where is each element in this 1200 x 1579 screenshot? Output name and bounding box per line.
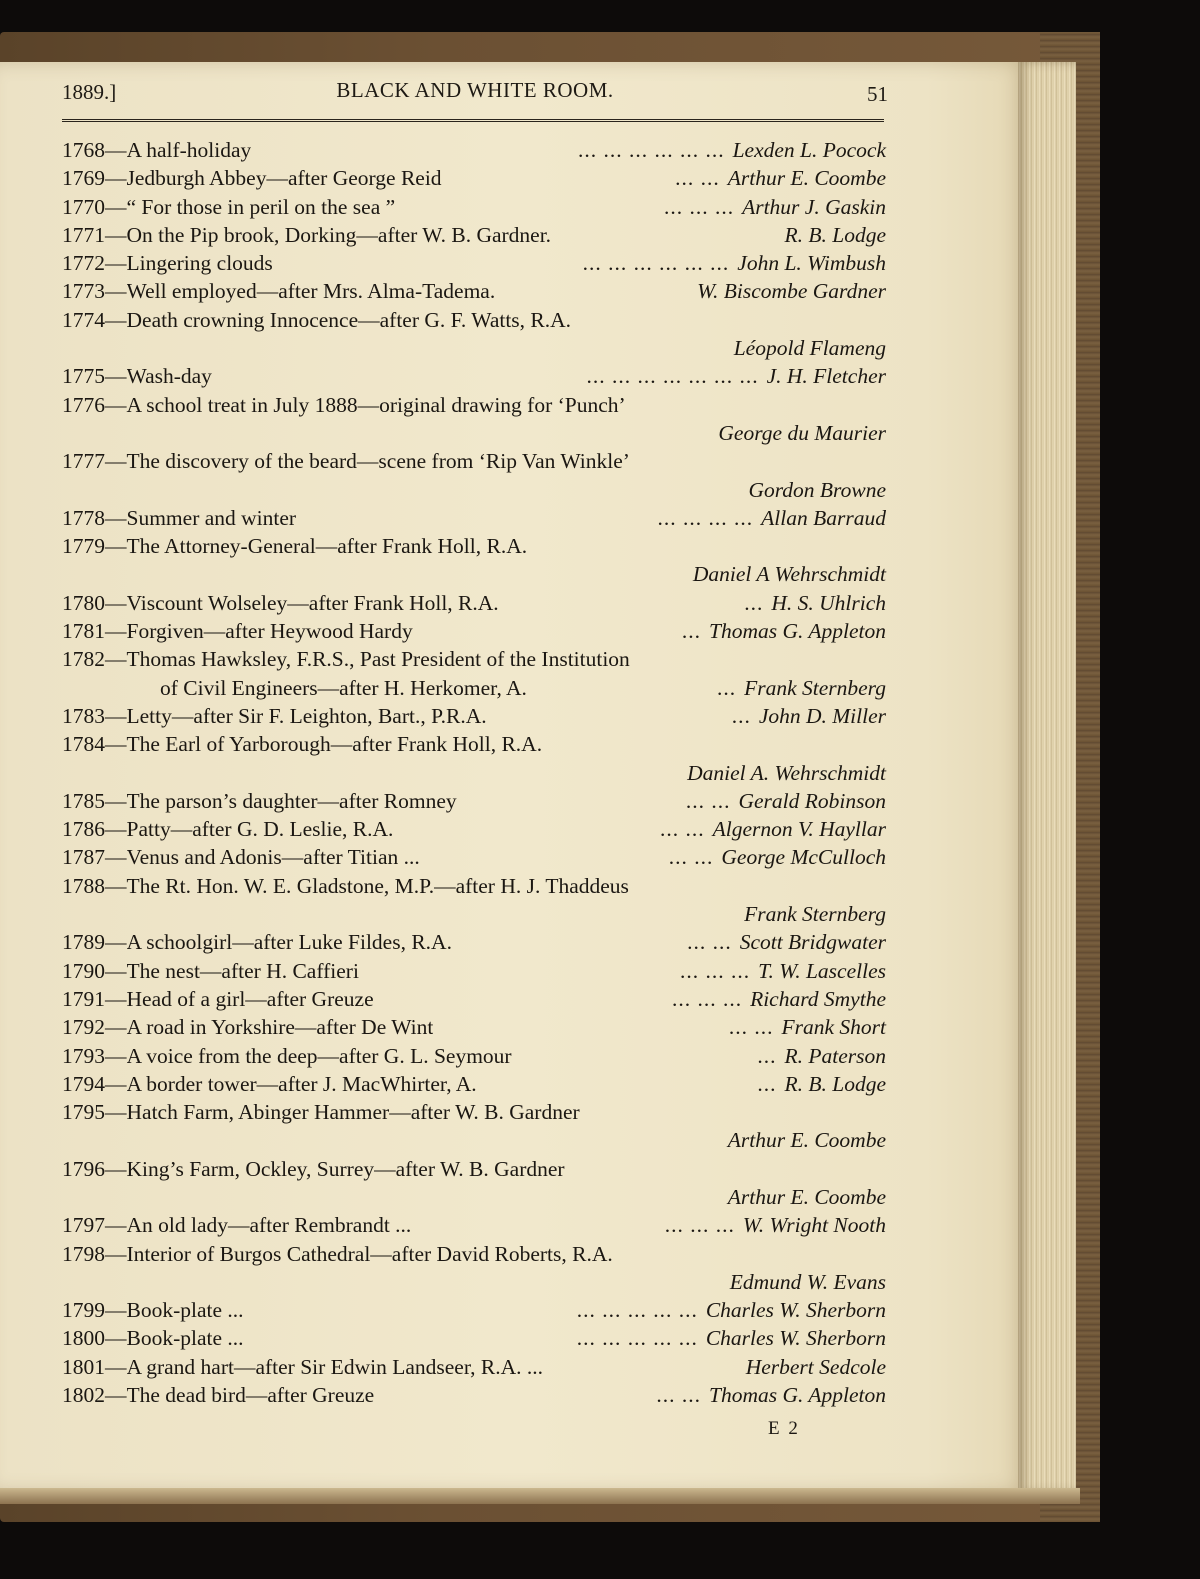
entry-title: A school treat in July 1888—original drawing for ‘Punch’: [126, 392, 626, 417]
entry-title: Summer and winter: [126, 505, 297, 530]
entry-line: [62, 362, 886, 390]
entry-title: King’s Farm, Ockley, Surrey—after W. B. Gardner: [126, 1156, 565, 1181]
catalogue-entry: [62, 532, 886, 589]
entry-line: [62, 1098, 886, 1126]
entry-title: A border tower—after J. MacWhirter, A.: [126, 1071, 477, 1096]
entry-artist: Thomas G. Appleton: [709, 1383, 886, 1408]
entry-line: [62, 674, 886, 702]
catalogue-entry: [62, 985, 886, 1013]
entry-title: Book-plate ...: [126, 1326, 244, 1351]
catalogue-entry: [62, 928, 886, 956]
entry-dash: —: [105, 279, 127, 304]
entry-number: 1781: [62, 619, 105, 644]
entry-dash: —: [105, 392, 127, 417]
entry-artist: John L. Wimbush: [737, 251, 886, 276]
catalogue-entry: [62, 1042, 886, 1070]
leader-dots: ... ...: [656, 1383, 701, 1408]
entry-title: Hatch Farm, Abinger Hammer—after W. B. Gardner: [126, 1100, 580, 1125]
catalogue-entry: [62, 589, 886, 617]
entry-number: 1797: [62, 1213, 105, 1238]
entry-number: 1787: [62, 845, 105, 870]
entry-number: 1772: [62, 251, 105, 276]
catalogue-entry: [62, 447, 886, 504]
entry-title: Thomas Hawksley, F.R.S., Past President of the Institution: [126, 647, 630, 672]
entry-artist: Arthur E. Coombe: [727, 166, 886, 191]
entry-number: 1775: [62, 364, 105, 389]
entry-title: The Rt. Hon. W. E. Gladstone, M.P.—after H. J. Thaddeus: [126, 873, 629, 898]
entry-dash: —: [105, 873, 127, 898]
entry-dash: —: [105, 1156, 127, 1181]
entry-line: [62, 1211, 886, 1239]
leader-dots: ...: [757, 1071, 777, 1096]
catalogue-entry: [62, 957, 886, 985]
entry-line: [62, 815, 886, 843]
catalogue-entry: [62, 1211, 886, 1239]
entry-title: “ For those in peril on the sea ”: [126, 194, 396, 219]
entry-line: [62, 1240, 886, 1268]
entry-line: [62, 872, 886, 900]
entry-line: [62, 391, 886, 419]
entry-title: Well employed—after Mrs. Alma-Tadema.: [126, 279, 496, 304]
entry-dash: —: [105, 1071, 127, 1096]
entry-number: 1802: [62, 1383, 105, 1408]
page-number: 51: [867, 82, 888, 106]
entry-number: 1771: [62, 222, 105, 247]
entry-title: A voice from the deep—after G. L. Seymour: [126, 1043, 512, 1068]
entry-line: [62, 1013, 886, 1041]
leader-dots: ... ... ... ... ... ... ...: [586, 364, 759, 389]
entry-artist: T. W. Lascelles: [758, 958, 886, 983]
entry-artist: Frank Sternberg: [744, 675, 886, 700]
entry-dash: —: [105, 647, 127, 672]
catalogue-entry: [62, 617, 886, 645]
leader-dots: ... ... ...: [680, 958, 751, 983]
entry-dash: —: [105, 138, 127, 162]
signature-mark: E 2: [768, 1418, 800, 1439]
entry-title: Viscount Wolseley—after Frank Holl, R.A.: [126, 590, 499, 615]
leader-dots: ... ... ... ... ...: [576, 1326, 698, 1351]
catalogue-entry: [62, 1240, 886, 1297]
entry-number: 1785: [62, 788, 105, 813]
entry-dash: —: [105, 1100, 127, 1125]
entry-line: [62, 193, 886, 221]
entry-number: 1776: [62, 392, 105, 417]
entry-line: [62, 1324, 886, 1352]
entry-artist: Herbert Sedcole: [745, 1354, 886, 1379]
catalogue-entry: [62, 1070, 886, 1098]
entry-title: Forgiven—after Heywood Hardy: [126, 619, 413, 644]
entry-artist: Thomas G. Appleton: [709, 619, 886, 644]
entry-title: On the Pip brook, Dorking—after W. B. Gardner.: [126, 222, 552, 247]
entry-title: Venus and Adonis—after Titian ...: [126, 845, 420, 870]
entry-number: 1782: [62, 647, 105, 672]
leader-dots: ...: [744, 590, 764, 615]
entry-line: [62, 1070, 886, 1098]
entry-dash: —: [105, 958, 127, 983]
entry-line: [62, 532, 886, 560]
catalogue-entry: [62, 702, 886, 730]
leader-dots: ... ... ... ... ... ...: [582, 251, 730, 276]
catalogue-entry: [62, 1381, 886, 1409]
catalogue-entries: [62, 136, 886, 1409]
entry-line: [62, 1296, 886, 1324]
catalogue-entry: [62, 136, 886, 164]
entry-line: [62, 1042, 886, 1070]
leader-dots: ... ...: [728, 1015, 774, 1040]
entry-artist: Daniel A Wehrschmidt: [692, 562, 886, 587]
leader-dots: ... ... ...: [664, 1213, 735, 1238]
entry-number: 1769: [62, 166, 105, 191]
leader-dots: ...: [731, 703, 751, 728]
entry-dash: —: [105, 845, 127, 870]
entry-dash: —: [105, 1015, 127, 1040]
entry-title: A grand hart—after Sir Edwin Landseer, R.A. ...: [126, 1354, 543, 1379]
entry-dash: —: [105, 307, 127, 332]
catalogue-entry: [62, 277, 886, 305]
entry-number: 1777: [62, 449, 105, 474]
entry-number: 1784: [62, 732, 105, 757]
entry-dash: —: [105, 1354, 127, 1379]
page-bottom-edge: [0, 1488, 1080, 1504]
entry-artist: Daniel A. Wehrschmidt: [687, 760, 886, 785]
entry-dash: —: [105, 505, 127, 530]
entry-title: The parson’s daughter—after Romney: [126, 788, 457, 813]
entry-artist: George du Maurier: [718, 420, 886, 445]
entry-artist: J. H. Fletcher: [766, 364, 886, 389]
catalogue-entry: [62, 1155, 886, 1212]
entry-line: [62, 1353, 886, 1381]
catalogue-entry: [62, 1324, 886, 1352]
entry-number: 1800: [62, 1326, 105, 1351]
entry-number: 1786: [62, 817, 105, 842]
entry-dash: —: [105, 534, 127, 559]
entry-title: An old lady—after Rembrandt ...: [126, 1213, 412, 1238]
entry-dash: —: [105, 1241, 127, 1266]
entry-title: Letty—after Sir F. Leighton, Bart., P.R.A.: [126, 703, 487, 728]
entry-dash: —: [105, 703, 127, 728]
entry-number: 1793: [62, 1043, 105, 1068]
entry-dash: —: [105, 251, 127, 276]
entry-artist: George McCulloch: [721, 845, 886, 870]
entry-number: 1768: [62, 138, 105, 162]
entry-number: 1790: [62, 958, 105, 983]
entry-number: 1770: [62, 194, 105, 219]
entry-dash: —: [105, 222, 127, 247]
entry-line: [62, 504, 886, 532]
entry-dash: —: [105, 788, 127, 813]
entry-dash: —: [105, 732, 127, 757]
entry-line: [62, 164, 886, 192]
entry-dash: —: [105, 817, 127, 842]
entry-line: [62, 306, 886, 334]
entry-number: 1801: [62, 1354, 105, 1379]
leader-dots: ... ...: [668, 845, 714, 870]
entry-title: Book-plate ...: [126, 1298, 244, 1323]
header-room-title: BLACK AND WHITE ROOM.: [336, 78, 614, 102]
entry-line: [62, 1381, 886, 1409]
entry-title: Jedburgh Abbey—after George Reid: [126, 166, 442, 191]
entry-dash: —: [105, 166, 127, 191]
entry-artist: Gordon Browne: [748, 477, 886, 502]
entry-artist: R. Paterson: [784, 1043, 886, 1068]
entry-dash: —: [105, 1326, 127, 1351]
entry-number: 1783: [62, 703, 105, 728]
running-header: [62, 78, 888, 114]
leader-dots: ...: [757, 1043, 777, 1068]
entry-dash: —: [105, 364, 127, 389]
entry-line: [62, 249, 886, 277]
header-rule: [62, 119, 884, 122]
entry-number: 1789: [62, 930, 105, 955]
entry-artist: Gerald Robinson: [738, 788, 886, 813]
entry-number: 1773: [62, 279, 105, 304]
entry-title: A road in Yorkshire—after De Wint: [126, 1015, 434, 1040]
catalogue-entry: [62, 645, 886, 702]
entry-artist: Arthur J. Gaskin: [742, 194, 886, 219]
entry-title: The nest—after H. Caffieri: [126, 958, 359, 983]
entry-artist: Scott Bridgwater: [739, 930, 886, 955]
catalogue-entry: [62, 1296, 886, 1324]
entry-line: [62, 985, 886, 1013]
entry-title: A half-holiday: [126, 138, 252, 162]
entry-artist: W. Wright Nooth: [742, 1213, 886, 1238]
entry-number: 1779: [62, 534, 105, 559]
leader-dots: ... ... ...: [671, 986, 743, 1011]
entry-artist: H. S. Uhlrich: [771, 590, 886, 615]
catalogue-entry: [62, 306, 886, 363]
entry-dash: —: [105, 449, 127, 474]
leader-dots: ...: [716, 675, 737, 700]
entry-title: The dead bird—after Greuze: [126, 1383, 375, 1408]
catalogue-entry: [62, 249, 886, 277]
entry-line: [62, 645, 886, 673]
entry-artist: Edmund W. Evans: [729, 1269, 886, 1294]
entry-artist: Léopold Flameng: [733, 336, 886, 361]
entry-artist: R. B. Lodge: [784, 1071, 886, 1096]
leader-dots: ... ...: [685, 788, 731, 813]
entry-artist: Richard Smythe: [750, 986, 886, 1011]
entry-artist: Allan Barraud: [761, 505, 886, 530]
entry-line: [62, 730, 886, 758]
entry-dash: —: [105, 1043, 127, 1068]
catalogue-entry: [62, 815, 886, 843]
entry-dash: —: [105, 930, 127, 955]
entry-number: 1792: [62, 1015, 105, 1040]
entry-title: Wash-day: [126, 364, 212, 389]
page-edges: [1018, 62, 1076, 1492]
entry-artist: R. B. Lodge: [784, 222, 886, 247]
entry-artist: Arthur E. Coombe: [727, 1184, 886, 1209]
entry-number: 1796: [62, 1156, 105, 1181]
entry-title: The Earl of Yarborough—after Frank Holl, R.A.: [126, 732, 543, 757]
leader-dots: ... ... ... ... ...: [576, 1298, 698, 1323]
catalogue-entry: [62, 362, 886, 390]
entry-line: [62, 787, 886, 815]
catalogue-entry: [62, 1353, 886, 1381]
catalogue-entry: [62, 1098, 886, 1155]
entry-dash: —: [105, 1213, 127, 1238]
entry-number: 1795: [62, 1100, 105, 1125]
entry-line: [62, 928, 886, 956]
catalogue-entry: [62, 164, 886, 192]
catalogue-entry: [62, 391, 886, 448]
catalogue-entry: [62, 504, 886, 532]
header-year: 1889.]: [62, 80, 117, 104]
entry-title-continued: of Civil Engineers—after H. Herkomer, A.: [160, 675, 527, 700]
entry-artist: Lexden L. Pocock: [732, 138, 886, 162]
entry-title: Interior of Burgos Cathedral—after David Roberts, R.A.: [126, 1241, 613, 1266]
entry-title: Death crowning Innocence—after G. F. Watts, R.A.: [126, 307, 572, 332]
entry-number: 1791: [62, 986, 105, 1011]
entry-line: [62, 136, 886, 164]
catalogue-entry: [62, 872, 886, 929]
entry-number: 1794: [62, 1071, 105, 1096]
entry-title: The discovery of the beard—scene from ‘Rip Van Winkle’: [126, 449, 630, 474]
leader-dots: ... ... ... ... ... ...: [577, 138, 725, 162]
entry-artist: Frank Sternberg: [744, 902, 886, 927]
catalogue-entry: [62, 193, 886, 221]
entry-number: 1798: [62, 1241, 105, 1266]
entry-dash: —: [105, 1298, 127, 1323]
entry-artist: Frank Short: [781, 1015, 886, 1040]
entry-dash: —: [105, 194, 127, 219]
entry-dash: —: [105, 986, 127, 1011]
entry-artist: Charles W. Sherborn: [705, 1326, 886, 1351]
leader-dots: ... ...: [687, 930, 732, 955]
entry-line: [62, 1155, 886, 1183]
catalogue-entry: [62, 1013, 886, 1041]
entry-number: 1778: [62, 505, 105, 530]
entry-line: [62, 589, 886, 617]
entry-line: [62, 221, 886, 249]
leader-dots: ... ...: [675, 166, 720, 191]
entry-number: 1788: [62, 873, 105, 898]
entry-line: [62, 617, 886, 645]
entry-title: A schoolgirl—after Luke Fildes, R.A.: [126, 930, 452, 955]
entry-artist: Charles W. Sherborn: [705, 1298, 886, 1323]
entry-artist: Arthur E. Coombe: [727, 1128, 886, 1153]
leader-dots: ... ...: [659, 817, 705, 842]
entry-artist: Algernon V. Hayllar: [712, 817, 886, 842]
entry-title: The Attorney-General—after Frank Holl, R.A.: [126, 534, 528, 559]
entry-dash: —: [105, 619, 127, 644]
catalogue-entry: [62, 787, 886, 815]
catalogue-entry: [62, 843, 886, 871]
entry-artist: John D. Miller: [758, 703, 886, 728]
entry-dash: —: [105, 1383, 127, 1408]
entry-title: Lingering clouds: [126, 251, 273, 276]
entry-line: [62, 957, 886, 985]
entry-line: [62, 447, 886, 475]
entry-number: 1799: [62, 1298, 105, 1323]
leader-dots: ...: [681, 619, 701, 644]
entry-dash: —: [105, 590, 127, 615]
entry-line: [62, 702, 886, 730]
entry-title: Head of a girl—after Greuze: [126, 986, 374, 1011]
catalogue-entry: [62, 730, 886, 787]
entry-artist: W. Biscombe Gardner: [697, 279, 886, 304]
catalogue-entry: [62, 221, 886, 249]
entry-number: 1774: [62, 307, 105, 332]
entry-line: [62, 843, 886, 871]
entry-number: 1780: [62, 590, 105, 615]
entry-title: Patty—after G. D. Leslie, R.A.: [126, 817, 394, 842]
entry-line: [62, 277, 886, 305]
leader-dots: ... ... ... ...: [657, 505, 754, 530]
leader-dots: ... ... ...: [663, 194, 735, 219]
